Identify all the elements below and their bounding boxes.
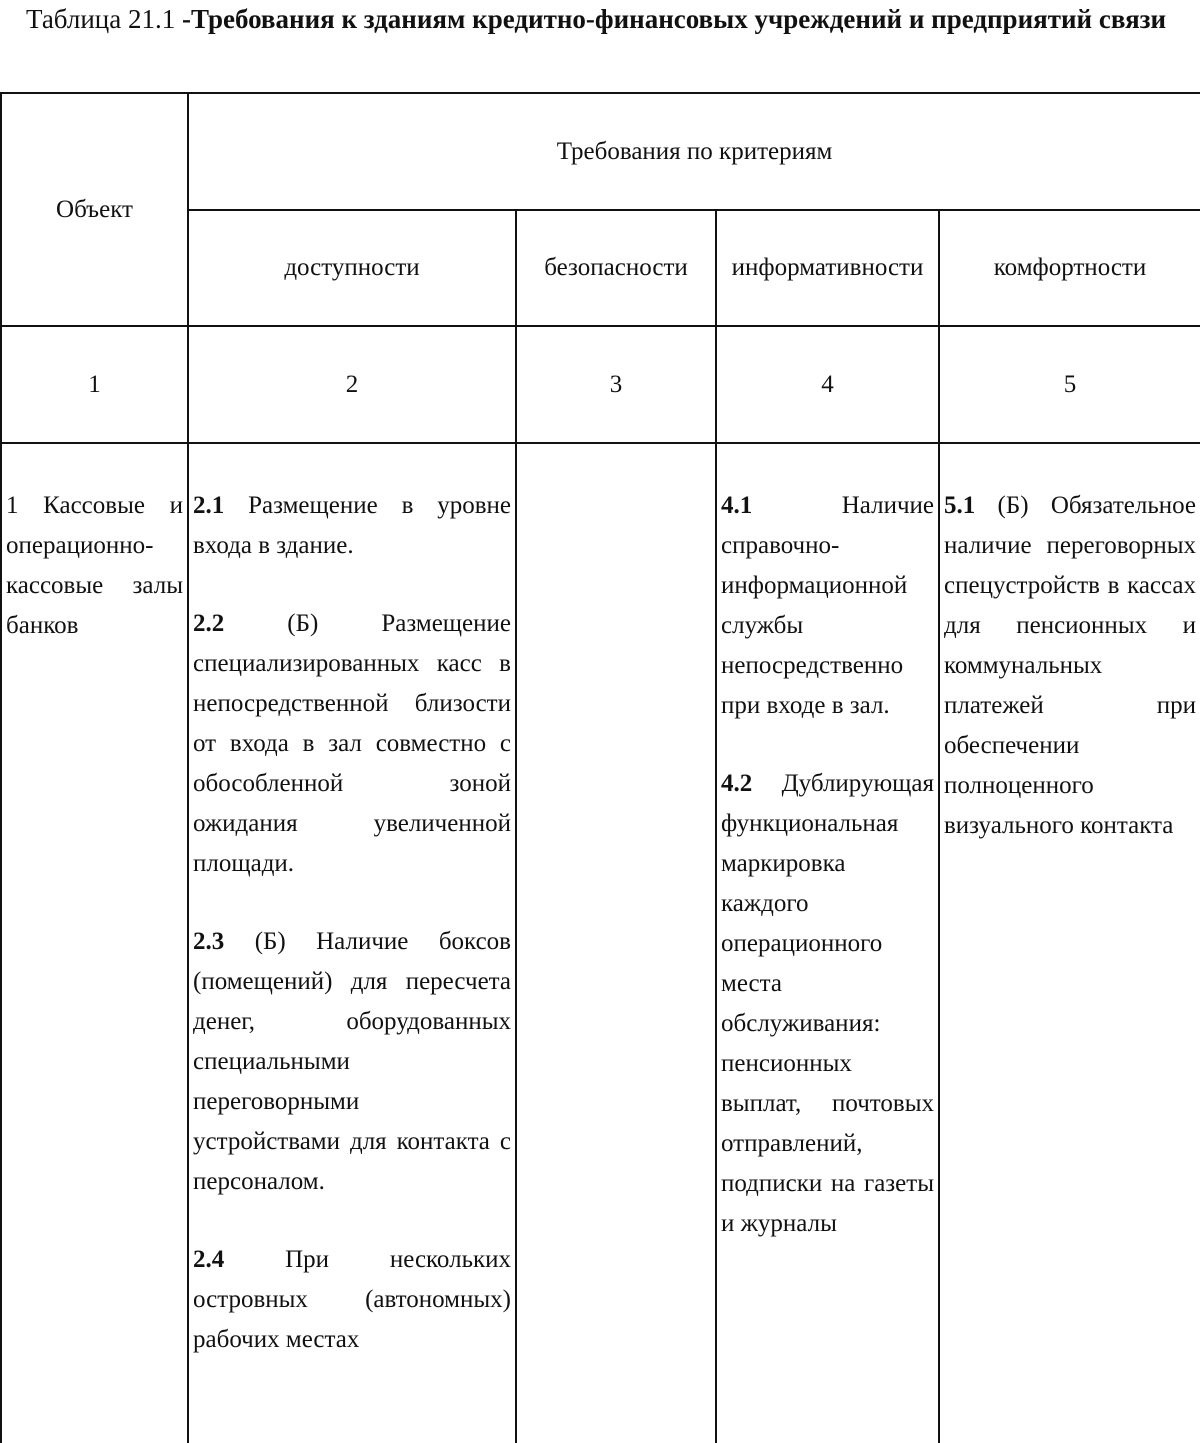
requirement-code: 2.1 xyxy=(193,492,225,519)
requirement-item xyxy=(944,486,1196,846)
object-cell xyxy=(1,443,188,1443)
safety-cell xyxy=(516,443,716,1443)
requirement-text: Размещение в уровне входа в здание. xyxy=(193,492,511,559)
requirement-item xyxy=(193,486,511,566)
column-number-4: 4 xyxy=(716,326,939,443)
caption-number: Таблица 21.1 xyxy=(26,4,176,34)
requirement-code: 4.2 xyxy=(721,770,753,797)
object-name: 1 Кассовые и операционно-кассовые залы банков xyxy=(6,492,183,639)
caption-title: -Требования к зданиям кредитно-финансовых учреждений и предприятий связи xyxy=(181,4,1167,34)
requirement-item xyxy=(193,922,511,1202)
requirement-item xyxy=(193,1240,511,1360)
requirement-item xyxy=(721,486,934,726)
requirement-text: Дублирующая функциональная маркировка каждого операционного места обслуживания: пенсионных выплат, почтовых отправлений, подписки на газеты и журналы xyxy=(721,770,934,1237)
requirement-text: (Б) Наличие боксов (помещений) для пересчета денег, оборудованных специальными переговорными устройствами для контакта с персоналом. xyxy=(193,928,511,1195)
header-comfort: комфортности xyxy=(939,210,1200,326)
header-accessibility: доступности xyxy=(188,210,516,326)
requirement-code: 2.2 xyxy=(193,610,225,637)
requirement-text: (Б) Размещение специализированных касс в непосредственной близости от входа в зал совместно с обособленной зоной ожидания увеличенной площади. xyxy=(193,610,511,877)
comfort-cell xyxy=(939,443,1200,1443)
column-number-2: 2 xyxy=(188,326,516,443)
requirement-text: (Б) Обязательное наличие переговорных спецустройств в кассах для пенсионных и коммунальных платежей при обеспечении полноценного визуального контакта xyxy=(944,492,1197,839)
requirement-code: 2.3 xyxy=(193,928,225,955)
column-number-3: 3 xyxy=(516,326,716,443)
table-caption xyxy=(0,0,1200,38)
column-number-5: 5 xyxy=(939,326,1200,443)
requirement-code: 5.1 xyxy=(944,492,976,519)
table-row xyxy=(1,443,1200,1443)
informativeness-cell xyxy=(716,443,939,1443)
requirement-text: Наличие справочно-информационной службы непосредственно при входе в зал. xyxy=(721,492,934,719)
column-number-1: 1 xyxy=(1,326,188,443)
header-informativeness: информативности xyxy=(716,210,939,326)
requirements-table xyxy=(0,92,1200,1443)
header-object: Объект xyxy=(1,93,188,326)
header-criteria-group: Требования по критериям xyxy=(188,93,1200,210)
requirement-item xyxy=(721,764,934,1244)
requirement-item xyxy=(193,604,511,884)
requirement-code: 4.1 xyxy=(721,492,753,519)
requirement-text: При нескольких островных (автономных) рабочих местах xyxy=(193,1246,511,1353)
header-safety: безопасности xyxy=(516,210,716,326)
requirement-code: 2.4 xyxy=(193,1246,225,1273)
accessibility-cell xyxy=(188,443,516,1443)
